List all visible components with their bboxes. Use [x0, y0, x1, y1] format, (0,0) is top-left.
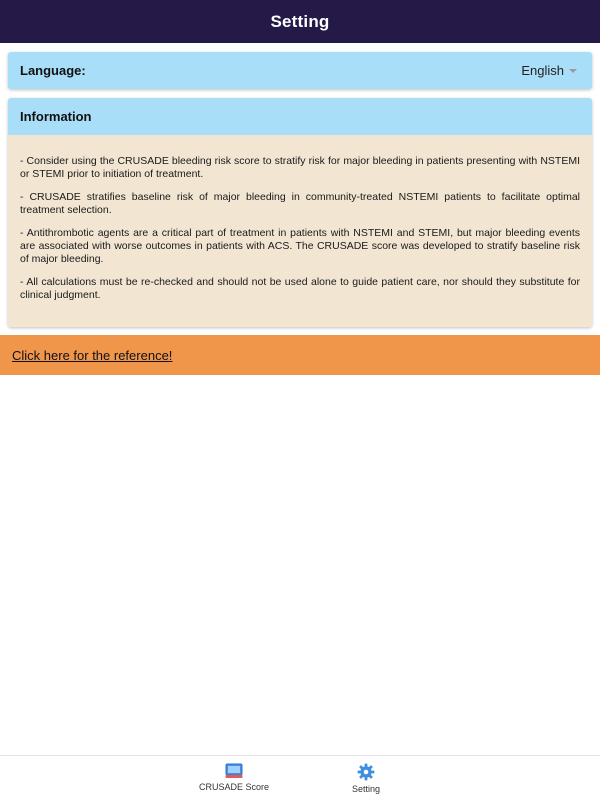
- page-title: Setting: [270, 11, 330, 31]
- information-card: [8, 98, 592, 327]
- info-paragraph: - All calculations must be re-checked and should not be used alone to guide patient care, nor should they substitute for clinical judgment.: [20, 276, 580, 301]
- bottom-tab-bar: [0, 755, 600, 800]
- calculator-icon: [225, 763, 243, 779]
- language-label: Language:: [20, 63, 86, 78]
- language-card: [8, 52, 592, 89]
- information-body: [8, 135, 592, 302]
- reference-link[interactable]: Click here for the reference!: [12, 347, 173, 363]
- tab-setting[interactable]: [306, 763, 426, 794]
- information-title: Information: [20, 109, 92, 124]
- gear-icon: [357, 763, 375, 781]
- tab-label: Setting: [351, 784, 381, 794]
- tab-crusade-score[interactable]: [174, 763, 294, 792]
- chevron-down-icon: [569, 69, 577, 73]
- language-selected-value: English: [521, 63, 564, 78]
- tab-label: CRUSADE Score: [198, 782, 270, 792]
- language-select[interactable]: [521, 63, 577, 78]
- info-paragraph: - Antithrombotic agents are a critical part of treatment in patients with NSTEMI and STEMI, but major bleeding events are associated with worse outcomes in patients with ACS. The CRUSADE score was developed to stratify baseline risk of major bleeding.: [20, 227, 580, 265]
- reference-bar: [0, 335, 600, 375]
- app-header: [0, 0, 600, 43]
- info-paragraph: - CRUSADE stratifies baseline risk of major bleeding in community-treated NSTEMI patients to facilitate optimal treatment selection.: [20, 191, 580, 216]
- information-header: [8, 98, 592, 135]
- info-paragraph: - Consider using the CRUSADE bleeding risk score to stratify risk for major bleeding in patients presenting with NSTEMI or STEMI prior to initiation of treatment.: [20, 155, 580, 180]
